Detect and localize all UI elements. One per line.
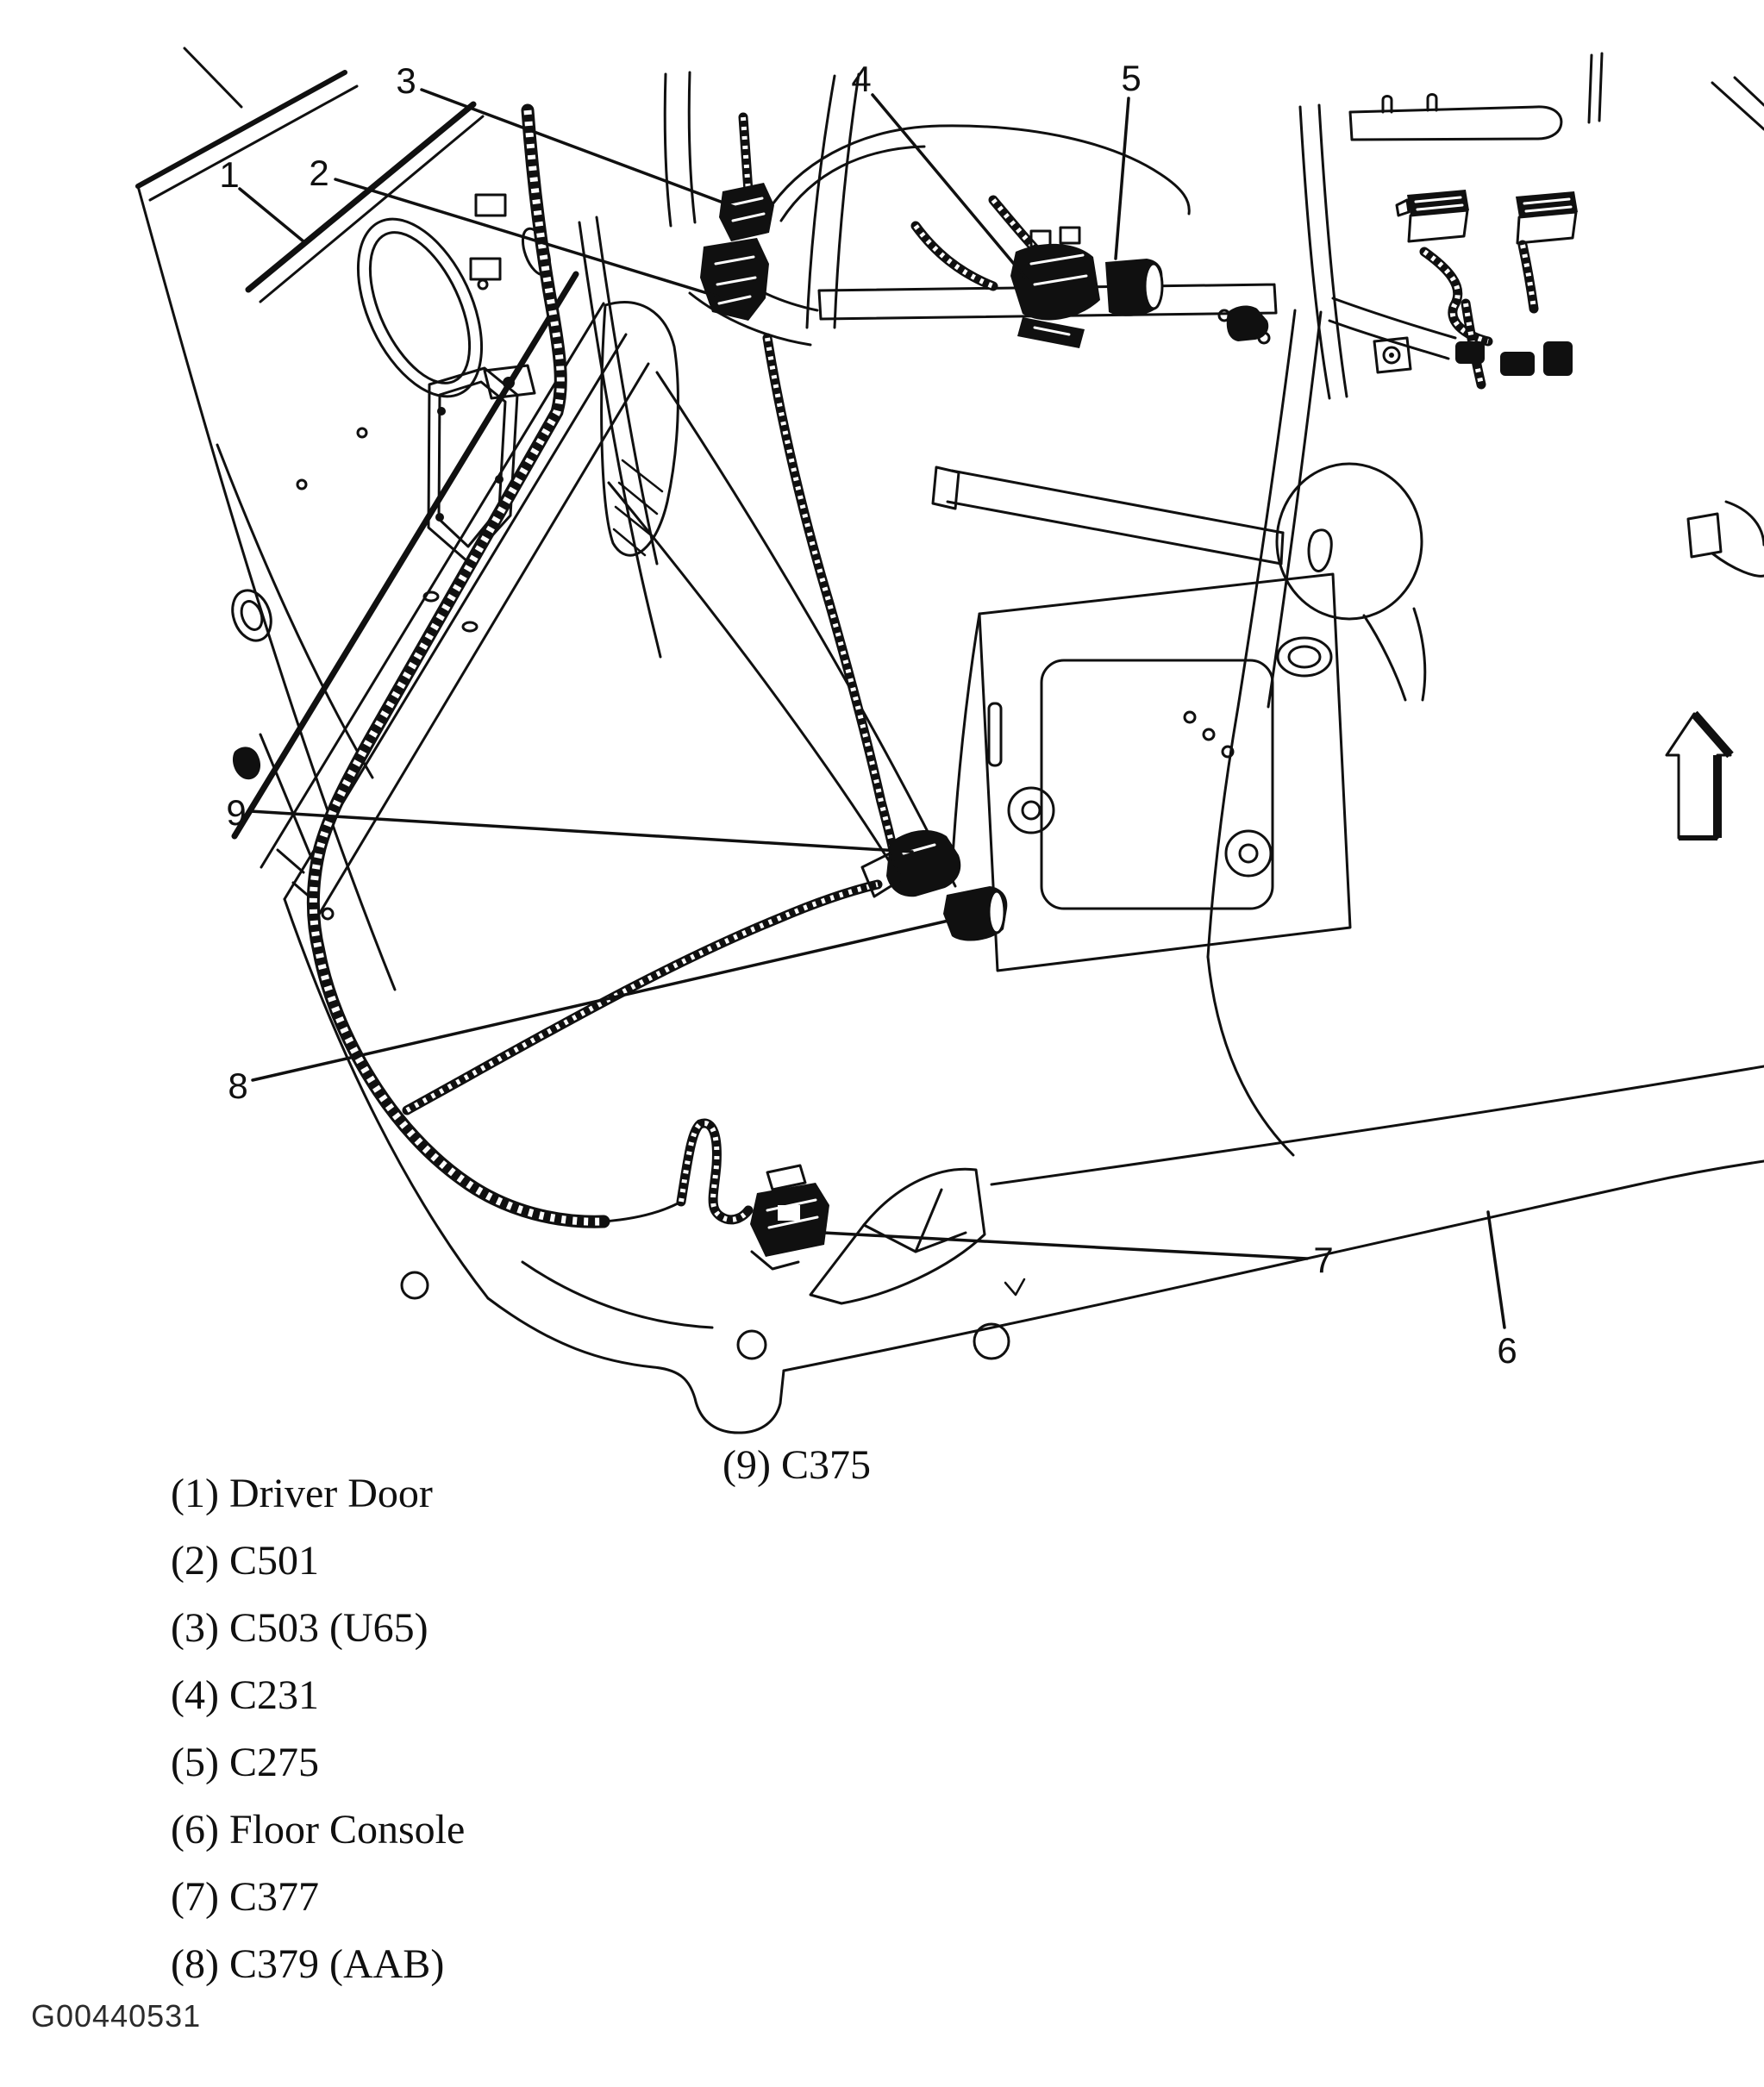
callout-3-c503: 3 [396,60,416,101]
legend-item-5: (5) C275 [171,1740,319,1785]
legend-item-9: (9) C375 [722,1442,871,1488]
connector-c379 [943,886,1007,941]
callout-2-c501: 2 [309,153,329,193]
legend-item-1: (1) Driver Door [171,1471,433,1516]
connector-c377 [750,1165,829,1269]
callout-9-c375: 9 [226,792,247,833]
callout-7-c377: 7 [1313,1240,1334,1280]
callout-4-c231: 4 [851,59,872,99]
instrument-panel-right [1300,53,1764,398]
rocker-sill-rails [235,274,648,1298]
console-side-panel [1208,310,1425,1155]
callout-1-driver-door: 1 [219,154,240,195]
floor-carpet [402,372,1764,1433]
legend-item-7: (7) C377 [171,1874,319,1920]
legend-item-6: (6) Floor Console [171,1807,466,1853]
wiring-harness-floor-branch [407,884,878,1110]
legend-item-3: (3) C503 (U65) [171,1605,428,1651]
direction-up-arrow-icon [1667,714,1730,838]
figure-id-code: G00440531 [31,1998,202,2034]
legend-item-8: (8) C379 (AAB) [171,1941,445,1987]
callout-leader-lines [240,90,1504,1328]
wiring-harness-sill [313,110,748,1222]
tunnel-seat-base [952,574,1350,971]
callout-8-c379: 8 [228,1065,248,1106]
callout-5-c275: 5 [1121,58,1142,98]
connector-c275 [1105,259,1162,316]
right-kick-panel [1688,502,1764,576]
legend-list [171,1460,465,1998]
legend-item-4: (4) C231 [171,1672,319,1718]
wiring-harness-dash-tubes [743,117,1058,869]
legend-item-2: (2) C501 [171,1538,319,1584]
callout-6-floor-console: 6 [1497,1330,1517,1371]
